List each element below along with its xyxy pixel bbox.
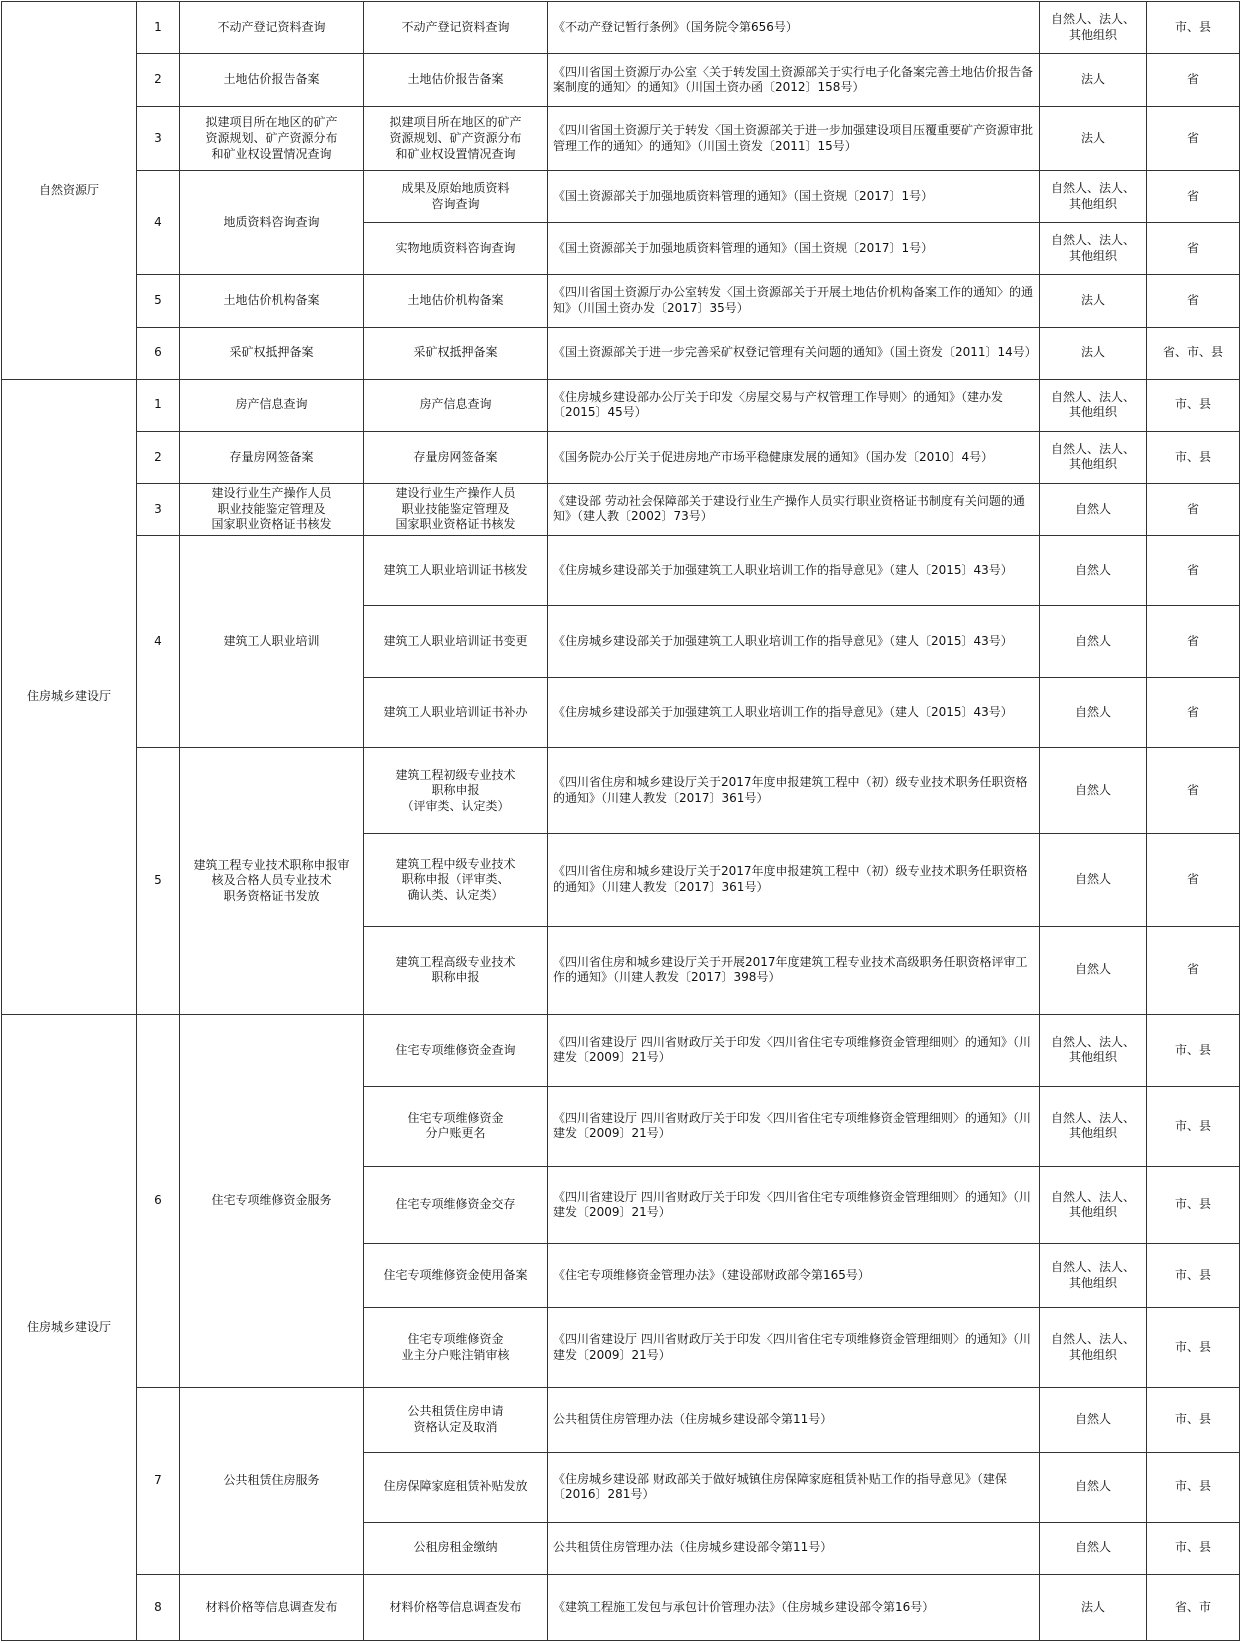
table-row xyxy=(2,535,1240,605)
dept-cell: 住房城乡建设厅 xyxy=(2,1014,137,1640)
service-level: 省 xyxy=(1147,223,1240,275)
item-name: 建筑工人职业培训 xyxy=(180,535,364,747)
item-number: 2 xyxy=(137,431,180,483)
item-name: 建筑工程专业技术职称申报审 核及合格人员专业技术 职务资格证书发放 xyxy=(180,748,364,1014)
sub-item-name: 房产信息查询 xyxy=(364,379,548,431)
legal-basis: 《四川省住房和城乡建设厅关于2017年度申报建筑工程中（初）级专业技术职务任职资格的通知》（川建人教发〔2017〕361号） xyxy=(548,748,1040,834)
sub-item-name: 存量房网签备案 xyxy=(364,431,548,483)
item-name: 土地估价报告备案 xyxy=(180,54,364,107)
item-name: 公共租赁住房服务 xyxy=(180,1388,364,1574)
service-level: 省 xyxy=(1147,606,1240,678)
service-level: 市、县 xyxy=(1147,1244,1240,1308)
item-number: 5 xyxy=(137,748,180,1014)
service-target: 自然人 xyxy=(1040,678,1147,748)
legal-basis: 《建设部 劳动社会保障部关于建设行业生产操作人员实行职业资格证书制度有关问题的通知》（建人教〔2002〕73号） xyxy=(548,483,1040,535)
service-level: 市、县 xyxy=(1147,1308,1240,1388)
dept-cell: 自然资源厅 xyxy=(2,2,137,380)
legal-basis: 《四川省建设厅 四川省财政厅关于印发〈四川省住宅专项维修资金管理细则〉的通知》（川建发〔2009〕21号） xyxy=(548,1086,1040,1166)
service-target: 法人 xyxy=(1040,327,1147,379)
sub-item-name: 土地估价报告备案 xyxy=(364,54,548,107)
item-number: 1 xyxy=(137,2,180,54)
service-target: 自然人、法人、 其他组织 xyxy=(1040,2,1147,54)
legal-basis: 公共租赁住房管理办法（住房城乡建设部令第11号） xyxy=(548,1522,1040,1574)
legal-basis: 《四川省国土资源厅关于转发〈国土资源部关于进一步加强建设项目压覆重要矿产资源审批管理工作的通知〉的通知》（川国土资发〔2011〕15号） xyxy=(548,107,1040,171)
legal-basis: 《四川省国土资源厅办公室〈关于转发国土资源部关于实行电子化备案完善土地估价报告备案制度的通知〉的通知》（川国土资办函〔2012〕158号） xyxy=(548,54,1040,107)
legal-basis: 《住房城乡建设部关于加强建筑工人职业培训工作的指导意见》（建人〔2015〕43号） xyxy=(548,678,1040,748)
legal-basis: 《国土资源部关于进一步完善采矿权登记管理有关问题的通知》（国土资发〔2011〕14号） xyxy=(548,327,1040,379)
item-name: 住宅专项维修资金服务 xyxy=(180,1014,364,1388)
service-target: 自然人 xyxy=(1040,748,1147,834)
legal-basis: 《四川省住房和城乡建设厅关于开展2017年度建筑工程专业技术高级职务任职资格评审工作的通知》（川建人教发〔2017〕398号） xyxy=(548,926,1040,1014)
item-name: 材料价格等信息调查发布 xyxy=(180,1574,364,1640)
legal-basis: 《国土资源部关于加强地质资料管理的通知》（国土资规〔2017〕1号） xyxy=(548,171,1040,223)
item-number: 7 xyxy=(137,1388,180,1574)
table-row xyxy=(2,1014,1240,1086)
sub-item-name: 土地估价机构备案 xyxy=(364,275,548,327)
service-target: 法人 xyxy=(1040,107,1147,171)
sub-item-name: 建筑工人职业培训证书核发 xyxy=(364,535,548,605)
item-number: 1 xyxy=(137,379,180,431)
service-target: 自然人、法人、 其他组织 xyxy=(1040,1308,1147,1388)
legal-basis: 公共租赁住房管理办法（住房城乡建设部令第11号） xyxy=(548,1388,1040,1452)
service-target: 自然人、法人、 其他组织 xyxy=(1040,1244,1147,1308)
legal-basis: 《四川省建设厅 四川省财政厅关于印发〈四川省住宅专项维修资金管理细则〉的通知》（川建发〔2009〕21号） xyxy=(548,1308,1040,1388)
sub-item-name: 公租房租金缴纳 xyxy=(364,1522,548,1574)
item-number: 6 xyxy=(137,327,180,379)
service-level: 省 xyxy=(1147,54,1240,107)
sub-item-name: 采矿权抵押备案 xyxy=(364,327,548,379)
service-level: 市、县 xyxy=(1147,1522,1240,1574)
sub-item-name: 住房保障家庭租赁补贴发放 xyxy=(364,1452,548,1522)
item-name: 房产信息查询 xyxy=(180,379,364,431)
sub-item-name: 建筑工人职业培训证书补办 xyxy=(364,678,548,748)
legal-basis: 《四川省建设厅 四川省财政厅关于印发〈四川省住宅专项维修资金管理细则〉的通知》（川建发〔2009〕21号） xyxy=(548,1014,1040,1086)
item-number: 4 xyxy=(137,535,180,747)
service-target: 自然人 xyxy=(1040,834,1147,926)
legal-basis: 《住房城乡建设部关于加强建筑工人职业培训工作的指导意见》（建人〔2015〕43号） xyxy=(548,606,1040,678)
service-target: 法人 xyxy=(1040,275,1147,327)
table-row xyxy=(2,483,1240,535)
sub-item-name: 住宅专项维修资金使用备案 xyxy=(364,1244,548,1308)
table-row xyxy=(2,379,1240,431)
service-target: 自然人 xyxy=(1040,483,1147,535)
item-number: 6 xyxy=(137,1014,180,1388)
sub-item-name: 住宅专项维修资金查询 xyxy=(364,1014,548,1086)
service-level: 省、市、县 xyxy=(1147,327,1240,379)
sub-item-name: 拟建项目所在地区的矿产 资源规划、矿产资源分布 和矿业权设置情况查询 xyxy=(364,107,548,171)
item-number: 4 xyxy=(137,171,180,275)
legal-basis: 《四川省建设厅 四川省财政厅关于印发〈四川省住宅专项维修资金管理细则〉的通知》（川建发〔2009〕21号） xyxy=(548,1167,1040,1244)
service-level: 市、县 xyxy=(1147,1388,1240,1452)
table-row xyxy=(2,431,1240,483)
sub-item-name: 住宅专项维修资金交存 xyxy=(364,1167,548,1244)
service-level: 省 xyxy=(1147,275,1240,327)
service-level: 市、县 xyxy=(1147,1086,1240,1166)
service-target: 自然人 xyxy=(1040,1388,1147,1452)
service-target: 法人 xyxy=(1040,54,1147,107)
service-target: 法人 xyxy=(1040,1574,1147,1640)
sub-item-name: 建筑工程初级专业技术 职称申报 （评审类、认定类） xyxy=(364,748,548,834)
item-name: 采矿权抵押备案 xyxy=(180,327,364,379)
item-name: 存量房网签备案 xyxy=(180,431,364,483)
table-row xyxy=(2,327,1240,379)
service-target: 自然人 xyxy=(1040,926,1147,1014)
sub-item-name: 建筑工人职业培训证书变更 xyxy=(364,606,548,678)
sub-item-name: 建筑工程中级专业技术 职称申报（评审类、 确认类、认定类） xyxy=(364,834,548,926)
legal-basis: 《住房城乡建设部关于加强建筑工人职业培训工作的指导意见》（建人〔2015〕43号） xyxy=(548,535,1040,605)
item-number: 5 xyxy=(137,275,180,327)
service-level: 省 xyxy=(1147,107,1240,171)
sub-item-name: 材料价格等信息调查发布 xyxy=(364,1574,548,1640)
table-row xyxy=(2,1574,1240,1640)
legal-basis: 《国务院办公厅关于促进房地产市场平稳健康发展的通知》（国办发〔2010〕4号） xyxy=(548,431,1040,483)
service-target: 自然人、法人、 其他组织 xyxy=(1040,1086,1147,1166)
item-number: 3 xyxy=(137,107,180,171)
dept-cell: 住房城乡建设厅 xyxy=(2,379,137,1014)
sub-item-name: 公共租赁住房申请 资格认定及取消 xyxy=(364,1388,548,1452)
sub-item-name: 实物地质资料咨询查询 xyxy=(364,223,548,275)
legal-basis: 《住房城乡建设部 财政部关于做好城镇住房保障家庭租赁补贴工作的指导意见》（建保〔2016〕281号） xyxy=(548,1452,1040,1522)
sub-item-name: 成果及原始地质资料 咨询查询 xyxy=(364,171,548,223)
services-table xyxy=(1,1,1240,1641)
service-level: 省 xyxy=(1147,834,1240,926)
legal-basis: 《四川省住房和城乡建设厅关于2017年度申报建筑工程中（初）级专业技术职务任职资格的通知》（川建人教发〔2017〕361号） xyxy=(548,834,1040,926)
item-name: 拟建项目所在地区的矿产 资源规划、矿产资源分布 和矿业权设置情况查询 xyxy=(180,107,364,171)
service-target: 自然人、法人、 其他组织 xyxy=(1040,431,1147,483)
legal-basis: 《住宅专项维修资金管理办法》（建设部财政部令第165号） xyxy=(548,1244,1040,1308)
service-target: 自然人 xyxy=(1040,535,1147,605)
service-target: 自然人、法人、 其他组织 xyxy=(1040,379,1147,431)
sub-item-name: 不动产登记资料查询 xyxy=(364,2,548,54)
service-level: 省 xyxy=(1147,535,1240,605)
item-name: 建设行业生产操作人员 职业技能鉴定管理及 国家职业资格证书核发 xyxy=(180,483,364,535)
item-name: 地质资料咨询查询 xyxy=(180,171,364,275)
service-level: 省 xyxy=(1147,678,1240,748)
sub-item-name: 建筑工程高级专业技术 职称申报 xyxy=(364,926,548,1014)
table-row xyxy=(2,275,1240,327)
service-target: 自然人、法人、 其他组织 xyxy=(1040,171,1147,223)
service-level: 市、县 xyxy=(1147,1452,1240,1522)
table-row xyxy=(2,171,1240,223)
item-number: 3 xyxy=(137,483,180,535)
table-row xyxy=(2,748,1240,834)
service-target: 自然人、法人、 其他组织 xyxy=(1040,223,1147,275)
service-target: 自然人、法人、 其他组织 xyxy=(1040,1167,1147,1244)
legal-basis: 《建筑工程施工发包与承包计价管理办法》（住房城乡建设部令第16号） xyxy=(548,1574,1040,1640)
table-row xyxy=(2,1388,1240,1452)
legal-basis: 《国土资源部关于加强地质资料管理的通知》（国土资规〔2017〕1号） xyxy=(548,223,1040,275)
service-level: 省 xyxy=(1147,748,1240,834)
service-level: 省 xyxy=(1147,171,1240,223)
sub-item-name: 住宅专项维修资金 业主分户账注销审核 xyxy=(364,1308,548,1388)
table-row xyxy=(2,2,1240,54)
item-number: 8 xyxy=(137,1574,180,1640)
service-level: 市、县 xyxy=(1147,1167,1240,1244)
service-level: 市、县 xyxy=(1147,431,1240,483)
service-target: 自然人、法人、 其他组织 xyxy=(1040,1014,1147,1086)
legal-basis: 《不动产登记暂行条例》（国务院令第656号） xyxy=(548,2,1040,54)
service-level: 市、县 xyxy=(1147,379,1240,431)
item-name: 土地估价机构备案 xyxy=(180,275,364,327)
service-level: 市、县 xyxy=(1147,2,1240,54)
item-name: 不动产登记资料查询 xyxy=(180,2,364,54)
table-row xyxy=(2,54,1240,107)
service-level: 省 xyxy=(1147,483,1240,535)
service-level: 省 xyxy=(1147,926,1240,1014)
service-target: 自然人 xyxy=(1040,1452,1147,1522)
service-level: 省、市 xyxy=(1147,1574,1240,1640)
service-target: 自然人 xyxy=(1040,606,1147,678)
service-target: 自然人 xyxy=(1040,1522,1147,1574)
item-number: 2 xyxy=(137,54,180,107)
legal-basis: 《四川省国土资源厅办公室转发〈国土资源部关于开展土地估价机构备案工作的通知〉的通知》（川国土资办发〔2017〕35号） xyxy=(548,275,1040,327)
service-level: 市、县 xyxy=(1147,1014,1240,1086)
sub-item-name: 建设行业生产操作人员 职业技能鉴定管理及 国家职业资格证书核发 xyxy=(364,483,548,535)
legal-basis: 《住房城乡建设部办公厅关于印发〈房屋交易与产权管理工作导则〉的通知》（建办发〔2015〕45号） xyxy=(548,379,1040,431)
table-row xyxy=(2,107,1240,171)
sub-item-name: 住宅专项维修资金 分户账更名 xyxy=(364,1086,548,1166)
